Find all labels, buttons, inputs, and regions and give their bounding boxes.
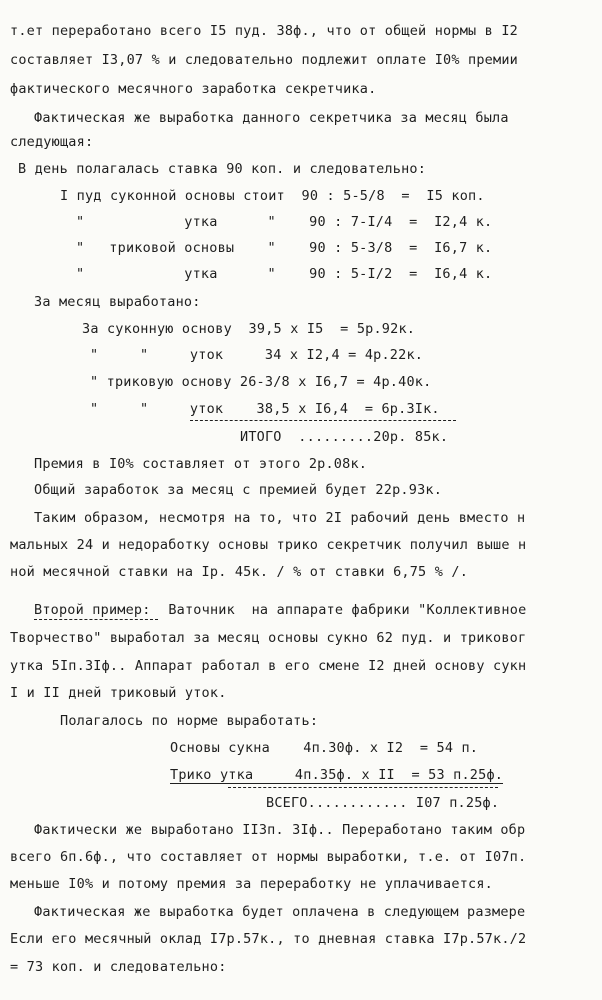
para3-line-2: мальных 24 и недоработку основы трико секретчик получил выше н [10, 537, 527, 553]
para6-line-2: Если его месячный оклад I7р.57к., то дневная ставка I7р.57к./2 [10, 931, 527, 947]
para4-line-1: Ваточник на аппарате фабрики "Коллективное [160, 602, 527, 618]
month-total: ИТОГО .........20р. 85к. [240, 429, 449, 445]
norm-dashed-rule [228, 787, 498, 788]
rate-intro: В день полагалась ставка 90 коп. и следовательно: [18, 161, 427, 177]
para3-line-1: Таким образом, несмотря на то, что 2I рабочий день вместо н [34, 510, 526, 526]
rate-row-1: I пуд суконной основы стоит 90 : 5-5/8 = I5 коп. [60, 188, 485, 204]
para5-line-1: Фактически же выработано II3п. 3Iф.. Переработано таким обр [34, 822, 526, 838]
para4-line-4: I и II дней триковый уток. [10, 685, 227, 701]
month-row-4: " " уток 38,5 х I6,4 = 6р.3Iк. [90, 401, 440, 417]
second-example-underline [34, 619, 158, 620]
norm-intro: Полагалось по норме выработать: [60, 713, 319, 729]
norm-row-2: Трико утка 4п.35ф. х II = 53 п.25ф. [170, 767, 504, 783]
para1-line-2: составляет I3,07 % и следовательно подлежит оплате I0% премии [10, 52, 518, 68]
month-row-2: " " уток 34 х I2,4 = 4р.22к. [90, 347, 424, 363]
para1-line-1: т.ет перерaботано всего I5 пуд. 38ф., что от общей нормы в I2 [10, 23, 518, 39]
para6-line-3: = 73 коп. и следовательно: [10, 959, 227, 975]
para2-line-1: Фактическая же выработка данного секретчика за месяц была [34, 110, 509, 126]
rate-row-4: " утка " 90 : 5-I/2 = I6,4 к. [76, 266, 493, 282]
total-earnings-line: Общий заработок за месяц с премией будет 22р.93к. [34, 482, 443, 498]
para5-line-3: меньше I0% и потому премия за переработку не уплачивается. [10, 876, 494, 892]
premium-line: Премия в I0% составляет от этого 2р.08к. [34, 456, 368, 472]
month-intro: За месяц выработано: [34, 294, 201, 310]
para1-line-3: фактического месячного заработка секретчика. [10, 81, 377, 97]
rate-row-2: " утка " 90 : 7-I/4 = I2,4 к. [76, 214, 493, 230]
para3-line-3: ной месячной ставки на Iр. 45к. / % от ставки 6,75 % /. [10, 564, 469, 580]
month-dashed-rule [190, 420, 456, 421]
para4-line-3: утка 5Iп.3Iф.. Аппарат работал в его смене I2 дней основу сукн [10, 658, 527, 674]
para4-line-2: Творчество" выработал за месяц основы сукно 62 пуд. и триковог [10, 630, 527, 646]
rate-row-3: " триковой основы " 90 : 5-3/8 = I6,7 к. [76, 240, 493, 256]
para6-line-1: Фактическая же выработка будет оплачена в следующем размере [34, 904, 526, 920]
para2-line-2: следующая: [10, 134, 94, 150]
month-row-1: За суконную основу 39,5 х I5 = 5р.92к. [82, 321, 416, 337]
norm-row-1: Основы сукна 4п.30ф. х I2 = 54 п. [170, 740, 479, 756]
second-example-label: Второй пример: [34, 602, 151, 618]
month-row-3: " триковую основу 26-3/8 х I6,7 = 4р.40к. [90, 374, 432, 390]
norm-total: ВСЕГО............ I07 п.25ф. [266, 795, 500, 811]
para5-line-2: всего 6п.6ф., что составляет от нормы выработки, т.е. от I07п. [10, 849, 527, 865]
